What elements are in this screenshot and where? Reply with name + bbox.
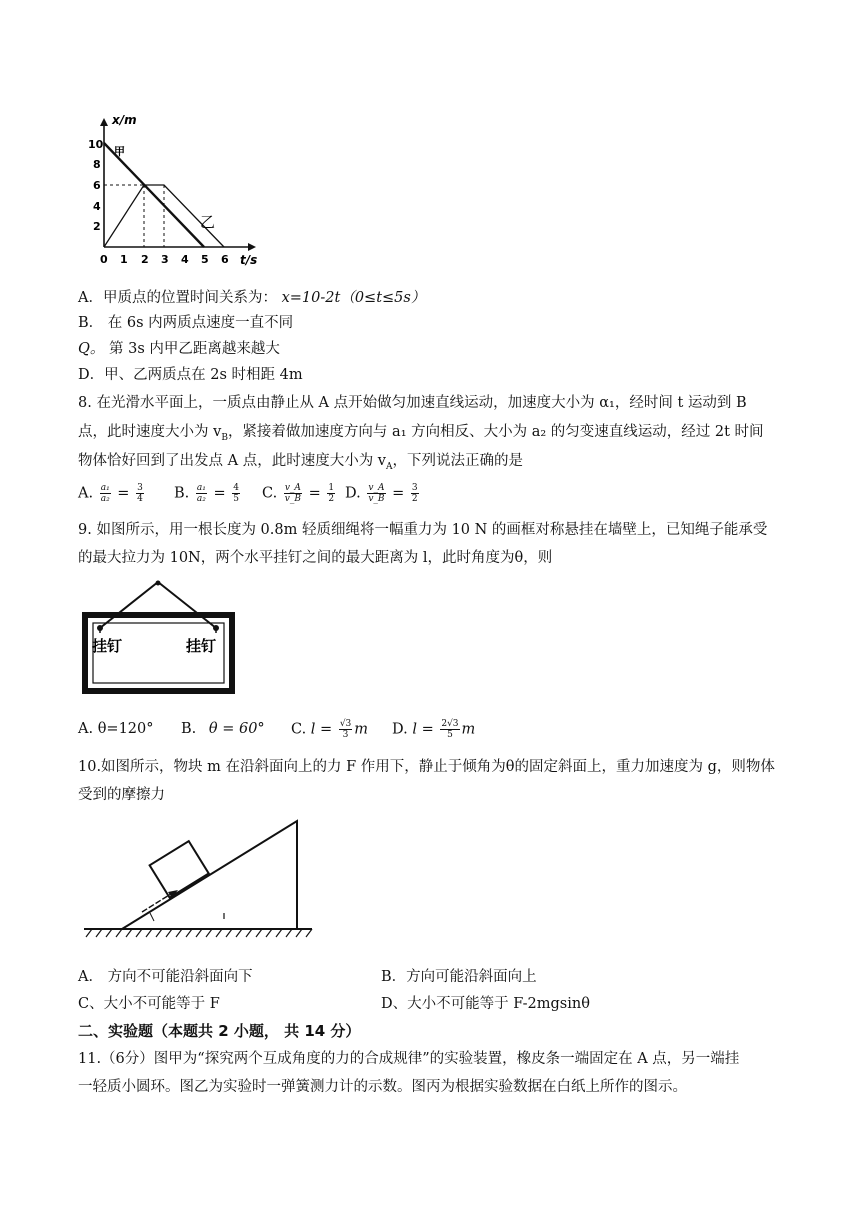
y-axis-label: x/m	[112, 113, 137, 127]
option-text: 在 6s 内两质点速度一直不同	[103, 315, 294, 331]
q8-line-2-start: 点，此时速度大小为 v	[78, 424, 222, 440]
option-text: 甲、乙两质点在 2s 时相距 4m	[104, 367, 303, 383]
unit: m	[461, 721, 476, 738]
position-time-graph	[80, 112, 270, 272]
fraction	[284, 483, 302, 504]
x-axis-label: t/s	[240, 253, 258, 267]
q8-option-a: A. $\frac{\text{a₁}}{\text{a₂}}$ = $\frac{3}{4}$	[78, 483, 143, 504]
option-letter: B．	[78, 315, 104, 331]
q10-option-d: D、大小不可能等于 F-2mgsinθ	[381, 996, 590, 1012]
line-jia	[104, 143, 204, 247]
q8-option-b: B. $\frac{\text{a₁}}{\text{a₂}}$ = $\frac{4}{5}$	[174, 483, 239, 504]
formula-lhs: l =	[310, 721, 333, 738]
subscript: B	[221, 432, 228, 443]
q11-line-2: 一轻质小圆环。图乙为实验时一弹簧测力计的示数。图丙为根据实验数据在白纸上所作的图示。	[78, 1079, 687, 1095]
option-text: 第 3s 内甲乙距离越来越大	[104, 341, 280, 357]
numerator: √3	[339, 719, 352, 729]
q10-option-c: C、大小不可能等于 F	[78, 996, 220, 1012]
denominator: 2	[411, 494, 418, 504]
q9-option-a: A. θ=120°	[78, 721, 154, 737]
denominator: 4	[137, 494, 143, 504]
option-letter: D.	[345, 485, 361, 502]
option-formula: θ = 60°	[208, 721, 265, 737]
y-tick-8: 8	[93, 158, 101, 171]
x-tick-1: 1	[120, 253, 128, 266]
y-tick-4: 4	[93, 200, 101, 213]
x-tick-3: 3	[161, 253, 169, 266]
q7-option-b	[78, 313, 293, 333]
fraction	[196, 483, 207, 504]
option-letter: A．	[78, 290, 103, 306]
option-letter: C.	[262, 485, 278, 502]
y-tick-2: 2	[93, 220, 101, 233]
q9-line-1: 9. 如图所示，用一根长度为 0.8m 轻质细绳将一幅重力为 10 N 的画框对称悬挂在墙壁上，已知绳子能承受	[78, 522, 768, 538]
fraction	[232, 483, 240, 504]
x-axis-arrow	[248, 243, 256, 251]
nail-label-right: 挂钉	[186, 637, 217, 655]
q9-option-b	[181, 719, 265, 739]
fraction	[411, 483, 419, 504]
q7-option-a	[78, 288, 425, 308]
option-letter: C.	[291, 721, 307, 738]
denominator: 3	[342, 730, 349, 740]
hanging-rope	[100, 582, 216, 628]
y-axis-arrow	[100, 118, 108, 126]
denominator: v_B	[284, 494, 301, 504]
force-arrow	[142, 892, 174, 912]
fraction	[136, 483, 144, 504]
q8-line-1: 8. 在光滑水平面上，一质点由静止从 A 点开始做匀加速直线运动，加速度大小为 α₁，经时间 t 运动到 B	[78, 395, 747, 411]
q10-line-1: 10.如图所示，物块 m 在沿斜面向上的力 F 作用下，静止于倾角为θ的固定斜面上，重力加速度为 g，则物体	[78, 759, 775, 775]
numerator: a₁	[196, 483, 206, 493]
fraction	[100, 483, 111, 504]
numerator: 1	[328, 483, 335, 493]
denominator: a₂	[196, 494, 206, 504]
numerator: 3	[137, 483, 143, 493]
q9-line-2: 的最大拉力为 10N，两个水平挂钉之间的最大距离为 l，此时角度为θ，则	[78, 550, 553, 566]
fraction	[339, 719, 352, 740]
option-text: 甲质点的位置时间关系为：	[102, 290, 282, 306]
x-tick-0: 0	[100, 253, 108, 266]
x-tick-6: 6	[221, 253, 229, 266]
x-tick-2: 2	[141, 253, 149, 266]
incline-surface	[122, 821, 297, 929]
fraction	[367, 483, 385, 504]
x-tick-5: 5	[201, 253, 209, 266]
y-tick-10: 10	[88, 138, 104, 151]
unit: m	[354, 721, 369, 738]
q8-option-c: C. $\frac{v\_A}{v\_B}$ = $\frac{1}{2}$	[262, 483, 335, 504]
x-tick-4: 4	[181, 253, 189, 266]
ground-hatching	[86, 929, 312, 937]
q7-option-d	[78, 365, 303, 385]
q10-line-2: 受到的摩擦力	[78, 787, 165, 803]
hook-point	[156, 581, 161, 586]
option-letter: A.	[78, 485, 94, 502]
block	[150, 841, 209, 898]
subscript: A	[386, 461, 393, 472]
denominator: a₂	[100, 494, 110, 504]
denominator: 5	[233, 494, 239, 504]
option-letter: B.	[174, 485, 190, 502]
numerator: 2√3	[441, 719, 459, 729]
formula-lhs: l =	[412, 721, 434, 738]
label-yi: 乙	[200, 213, 216, 231]
q7-option-c	[78, 339, 280, 359]
option-letter: B.	[181, 721, 197, 737]
q8-line-3	[78, 451, 523, 477]
force-tick	[150, 913, 154, 921]
option-letter: D．	[78, 367, 105, 383]
option-formula: x=10-2t（0≤t≤5s）	[281, 290, 426, 306]
picture-frame-diagram	[82, 578, 242, 696]
q8-line-3-start: 物体恰好回到了出发点 A 点，此时速度大小为 v	[78, 453, 386, 469]
numerator: 4	[233, 483, 239, 493]
q8-line-2	[78, 422, 764, 448]
q10-option-a: A． 方向不可能沿斜面向下	[78, 969, 253, 985]
q11-line-1: 11.（6分）图甲为“探究两个互成角度的力的合成规律”的实验装置，橡皮条一端固定在 A 点，另一端挂	[78, 1051, 740, 1067]
y-tick-6: 6	[93, 179, 101, 192]
option-letter: D.	[392, 721, 408, 738]
numerator: a₁	[100, 483, 110, 493]
denominator: 2	[328, 494, 335, 504]
q9-option-c	[291, 719, 368, 740]
incline-diagram	[82, 815, 322, 945]
nail-label-left: 挂钉	[92, 637, 123, 655]
numerator: v_A	[284, 483, 301, 493]
option-letter: Q。	[78, 341, 105, 357]
numerator: 3	[411, 483, 418, 493]
numerator: v_A	[368, 483, 385, 493]
q10-option-b: B．方向可能沿斜面向上	[381, 969, 537, 985]
label-jia: 甲	[114, 145, 125, 158]
denominator: 5	[447, 730, 453, 740]
section-heading: 二、实验题（本题共 2 小题， 共 14 分）	[78, 1022, 361, 1040]
fraction	[440, 719, 459, 740]
q8-line-3-rest: ，下列说法正确的是	[392, 453, 523, 469]
fraction	[327, 483, 335, 504]
q8-option-d: D. $\frac{v\_A}{v\_B}$ = $\frac{3}{2}$	[345, 483, 418, 504]
q8-line-2-rest: ，紧接着做加速度方向与 a₁ 方向相反、大小为 a₂ 的匀变速直线运动，经过 2t 时间	[227, 424, 764, 440]
q9-option-d	[392, 719, 475, 740]
denominator: v_B	[368, 494, 385, 504]
